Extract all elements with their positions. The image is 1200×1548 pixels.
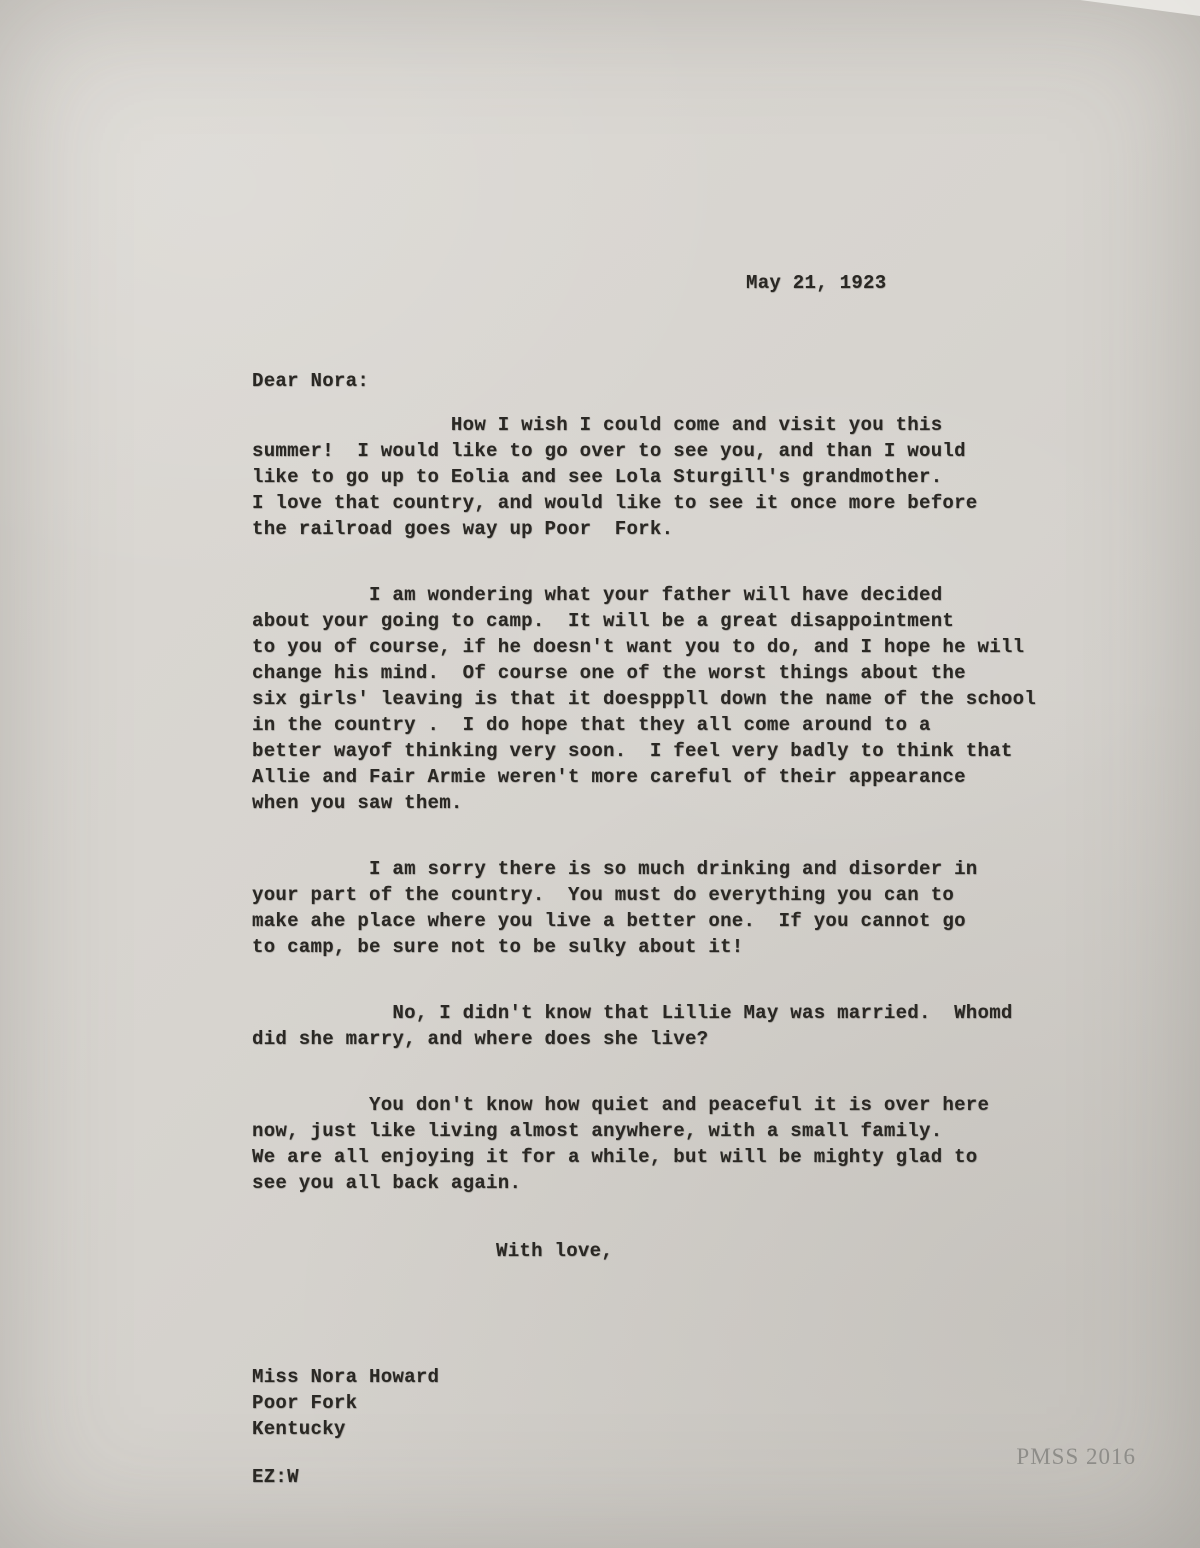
letter-line: I love that country, and would like to see it once more before bbox=[252, 492, 978, 514]
letter-line: I am sorry there is so much drinking and disorder in bbox=[252, 858, 978, 880]
letter-line: You don't know how quiet and peaceful it is over here bbox=[252, 1094, 990, 1116]
letter-line: to camp, be sure not to be sulky about it! bbox=[252, 936, 744, 958]
letter-line: summer! I would like to go over to see you, and than I would bbox=[252, 440, 966, 462]
letter-line: Allie and Fair Armie weren't more careful of their appearance bbox=[252, 766, 966, 788]
recipient-city: Poor Fork bbox=[252, 1392, 358, 1414]
letter-body bbox=[252, 412, 1072, 1196]
letter-line: now, just like living almost anywhere, with a small family. bbox=[252, 1120, 943, 1142]
letter-line: like to go up to Eolia and see Lola Sturgill's grandmother. bbox=[252, 466, 943, 488]
letter-line: about your going to camp. It will be a great disappointment bbox=[252, 610, 955, 632]
letter-line: six girls' leaving is that it doespppll down the name of the school bbox=[252, 688, 1037, 710]
letter-line: when you saw them. bbox=[252, 792, 463, 814]
letter-line: change his mind. Of course one of the worst things about the bbox=[252, 662, 966, 684]
letter-line: the railroad goes way up Poor Fork. bbox=[252, 518, 674, 540]
letter-line: make ahe place where you live a better one. If you cannot go bbox=[252, 910, 966, 932]
letter-line: see you all back again. bbox=[252, 1172, 522, 1194]
letter-line: to you of course, if he doesn't want you to do, and I hope he will bbox=[252, 636, 1025, 658]
recipient-block bbox=[252, 1364, 1072, 1442]
letter-line: I am wondering what your father will have decided bbox=[252, 584, 943, 606]
watermark: PMSS 2016 bbox=[1016, 1444, 1136, 1469]
paragraph bbox=[252, 1000, 1072, 1052]
letter-date: May 21, 1923 bbox=[746, 272, 887, 294]
letter-line: How I wish I could come and visit you this bbox=[252, 414, 943, 436]
recipient-state: Kentucky bbox=[252, 1418, 346, 1440]
letter-page bbox=[252, 270, 1072, 1490]
letter-line: We are all enjoying it for a while, but will be mighty glad to bbox=[252, 1146, 978, 1168]
letter-line: No, I didn't know that Lillie May was married. Whomd bbox=[252, 1002, 1013, 1024]
salutation: Dear Nora: bbox=[252, 370, 370, 392]
letter-line: better wayof thinking very soon. I feel very badly to think that bbox=[252, 740, 1013, 762]
paragraph bbox=[252, 582, 1072, 816]
paragraph bbox=[252, 856, 1072, 960]
paragraph bbox=[252, 1092, 1072, 1196]
paragraph bbox=[252, 412, 1072, 542]
closing: With love, bbox=[496, 1240, 614, 1262]
letter-line: did she marry, and where does she live? bbox=[252, 1028, 709, 1050]
letter-line: your part of the country. You must do everything you can to bbox=[252, 884, 955, 906]
recipient-name: Miss Nora Howard bbox=[252, 1366, 440, 1388]
typist-initials: EZ:W bbox=[252, 1466, 299, 1488]
page-corner-fold bbox=[1080, 0, 1200, 16]
letter-line: in the country . I do hope that they all come around to a bbox=[252, 714, 931, 736]
